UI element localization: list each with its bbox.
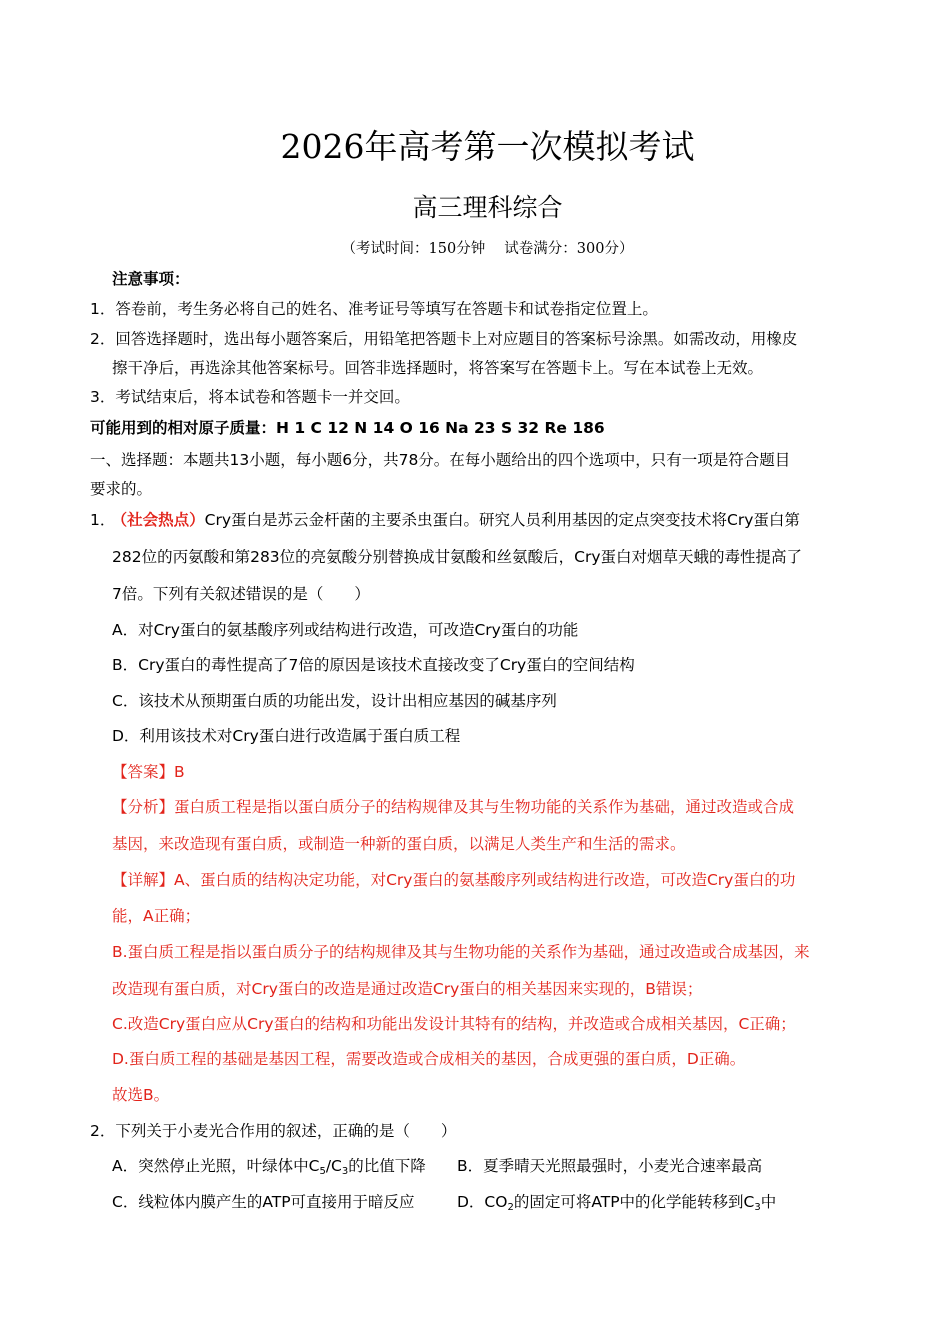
q1-detail-5: C.改造Cry蛋白应从Cry蛋白的结构和功能出发设计其特有的结构，并改造或合成相关基因，C正确； (112, 1015, 796, 1033)
option-text: D．CO (457, 1193, 508, 1211)
subscript: 3 (754, 1202, 761, 1213)
notice-heading: 注意事项： (112, 270, 190, 288)
question-number: 2． (90, 1122, 116, 1140)
q1-detail-4: 改造现有蛋白质，对Cry蛋白的改造是通过改造Cry蛋白的相关基因来实现的，B错误； (112, 980, 703, 998)
option-text: A．突然停止光照，叶绿体中C (112, 1157, 320, 1175)
page-subtitle: 高三理科综合 (412, 193, 563, 222)
q1-detail-1: 【详解】A、蛋白质的结构决定功能，对Cry蛋白的氨基酸序列或结构进行改造，可改造Cry蛋白的功 (112, 871, 796, 889)
question-text: Cry蛋白是苏云金杆菌的主要杀虫蛋白。研究人员利用基因的定点突变技术将Cry蛋白第 (204, 511, 800, 529)
q2-option-b: B．夏季晴天光照最强时，小麦光合速率最高 (457, 1157, 763, 1175)
question-tag: （社会热点） (119, 511, 205, 529)
question-number: 1． (90, 511, 116, 529)
q1-detail-3: B.蛋白质工程是指以蛋白质分子的结构规律及其与生物功能的关系作为基础，通过改造或合成基因，来 (112, 943, 810, 961)
subscript: 5 (319, 1166, 326, 1177)
question-1-stem-line2: 282位的丙氨酸和第283位的亮氨酸分别替换成甘氨酸和丝氨酸后，Cry蛋白对烟草天蛾的毒性提高了 (112, 548, 803, 566)
notice-item-num: 2． (90, 330, 116, 348)
question-text: 下列关于小麦光合作用的叙述，正确的是（ ） (115, 1122, 457, 1140)
notice-item-1 (90, 299, 658, 319)
notice-item-text: 考试结束后，将本试卷和答题卡一并交回。 (115, 388, 410, 406)
q2-option-a (112, 1156, 426, 1182)
q1-analysis-cont: 基因，来改造现有蛋白质，或制造一种新的蛋白质，以满足人类生产和生活的需求。 (112, 835, 686, 853)
q1-option-d: D．利用该技术对Cry蛋白进行改造属于蛋白质工程 (112, 727, 461, 745)
section-instructions: 一、选择题：本题共13小题，每小题6分，共78分。在每小题给出的四个选项中，只有一项是符合题目 (90, 451, 791, 469)
q1-answer: 【答案】B (112, 763, 185, 781)
notice-item-num: 3． (90, 388, 116, 406)
q1-option-b: B．Cry蛋白的毒性提高了7倍的原因是该技术直接改变了Cry蛋白的空间结构 (112, 656, 635, 674)
question-2-stem (90, 1121, 456, 1141)
notice-item-3 (90, 387, 410, 407)
option-text: /C (325, 1157, 342, 1175)
q1-detail-2: 能，A正确； (112, 907, 201, 925)
option-text: 的比值下降 (348, 1157, 426, 1175)
atomic-masses: 可能用到的相对原子质量：H 1 C 12 N 14 O 16 Na 23 S 32 Re 186 (90, 419, 605, 437)
section-instructions-cont: 要求的。 (90, 480, 153, 498)
q2-option-c: C．线粒体内膜产生的ATP可直接用于暗反应 (112, 1193, 415, 1211)
notice-item-num: 1． (90, 300, 116, 318)
q1-conclusion: 故选B。 (112, 1086, 170, 1104)
notice-item-2-cont: 擦干净后，再选涂其他答案标号。回答非选择题时，将答案写在答题卡上。写在本试卷上无效。 (112, 359, 764, 377)
q2-option-d (457, 1192, 776, 1218)
page-title: 2026年高考第一次模拟考试 (280, 127, 695, 166)
q1-analysis: 【分析】蛋白质工程是指以蛋白质分子的结构规律及其与生物功能的关系作为基础，通过改造或合成 (112, 798, 795, 816)
exam-info: （考试时间：150分钟 试卷满分：300分） (341, 241, 634, 257)
question-1-stem (90, 510, 800, 530)
question-1-stem-line3: 7倍。下列有关叙述错误的是（ ） (112, 585, 370, 603)
subscript: 3 (341, 1166, 349, 1177)
notice-item-2 (90, 329, 797, 349)
option-text: 的固定可将ATP中的化学能转移到C (513, 1193, 755, 1211)
q1-option-c: C．该技术从预期蛋白质的功能出发，设计出相应基因的碱基序列 (112, 692, 557, 710)
q1-detail-6: D.蛋白质工程的基础是基因工程，需要改造或合成相关的基因，合成更强的蛋白质，D正确。 (112, 1050, 746, 1068)
subscript: 2 (507, 1202, 514, 1213)
notice-item-text: 回答选择题时，选出每小题答案后，用铅笔把答题卡上对应题目的答案标号涂黑。如需改动，用橡皮 (115, 330, 798, 348)
notice-item-text: 答卷前，考生务必将自己的姓名、准考证号等填写在答题卡和试卷指定位置上。 (115, 300, 658, 318)
q1-option-a: A．对Cry蛋白的氨基酸序列或结构进行改造，可改造Cry蛋白的功能 (112, 621, 579, 639)
option-text: 中 (760, 1193, 777, 1211)
